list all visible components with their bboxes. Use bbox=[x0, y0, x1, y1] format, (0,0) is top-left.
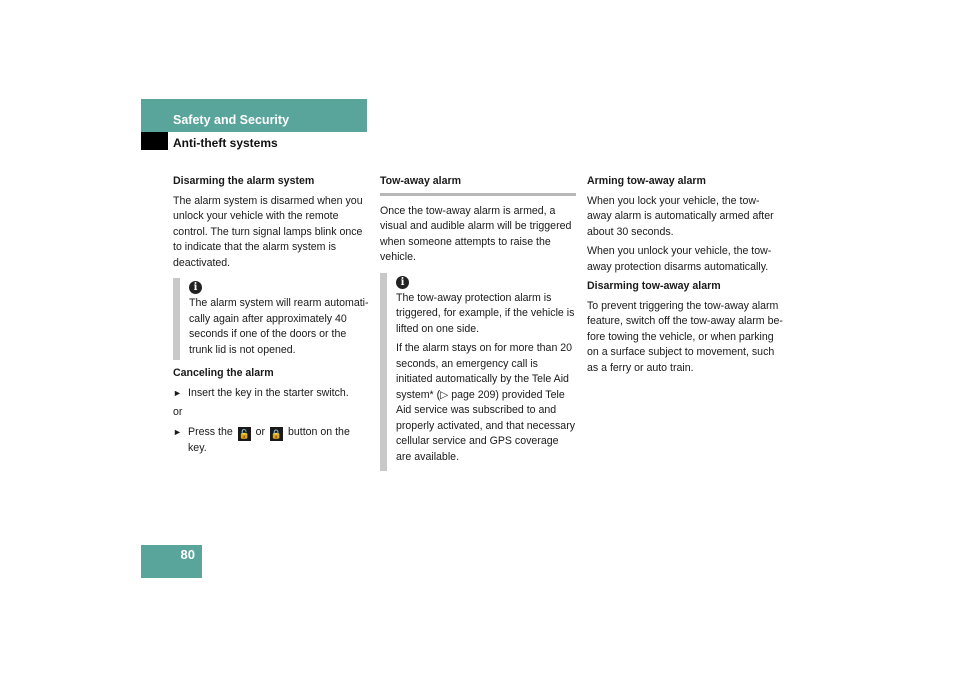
bullet-arrow-icon: ► bbox=[173, 426, 182, 437]
page-number: 80 bbox=[180, 547, 195, 562]
bullet-item bbox=[173, 425, 369, 457]
cancel-heading: Canceling the alarm bbox=[173, 367, 274, 379]
section-tab-marker bbox=[141, 132, 168, 150]
bullet-arrow-icon: ► bbox=[173, 387, 182, 398]
info-icon: i bbox=[189, 281, 202, 294]
bullet-item bbox=[173, 386, 369, 402]
disarm-tow-heading: Disarming tow-away alarm bbox=[587, 280, 721, 292]
note-text: The alarm system will rearm automati-cally again after approximately 40 seconds if one of the doors or the trunk lid is not opened. bbox=[189, 297, 369, 356]
disarm-heading: Disarming the alarm system bbox=[173, 175, 315, 187]
tow-away-heading: Tow-away alarm bbox=[380, 175, 462, 187]
bullet-text-part: button on the key. bbox=[188, 425, 350, 454]
heading-rule bbox=[380, 193, 576, 196]
disarm-intro: The alarm system is disarmed when you unlock your vehicle with the remote control. The turn signal lamps blink once to indicate that the alarm system is deactivated. bbox=[173, 194, 363, 269]
disarm-tow-text: To prevent triggering the tow-away alarm feature, switch off the tow-away alarm be-fore towing the vehicle, or when parking on a surface subject to movement, such as a ferry or auto train. bbox=[587, 299, 783, 374]
info-note bbox=[380, 273, 576, 472]
lock-icon: 🔒 bbox=[270, 428, 283, 439]
note-text: If the alarm stays on for more than 20 seconds, an emergency call is initiated automatically by the Tele Aid system* (▷ page 209) provided Tele Aid service was subscribed to and properly activated, and that necessary cellular service and GPS coverage are available. bbox=[396, 342, 576, 463]
info-icon: i bbox=[396, 276, 409, 289]
section-title: Safety and Security bbox=[173, 113, 290, 127]
arm-text: When you unlock your vehicle, the tow-away protection disarms automatically. bbox=[587, 245, 772, 273]
column-2 bbox=[380, 174, 576, 477]
note-bar bbox=[380, 273, 387, 472]
arm-text: When you lock your vehicle, the tow-away alarm is automatically armed after about 30 seconds. bbox=[587, 194, 774, 238]
bullet-text-part: Press the bbox=[188, 425, 233, 438]
unlock-icon: 🔓 bbox=[238, 428, 250, 439]
note-text: The tow-away protection alarm is triggered, for example, if the vehicle is lifted on one side. bbox=[396, 291, 575, 335]
note-bar bbox=[173, 278, 180, 360]
bullet-text-part: or bbox=[255, 425, 266, 438]
info-note bbox=[173, 278, 369, 360]
or-text: or bbox=[173, 406, 183, 418]
column-3 bbox=[587, 174, 783, 380]
page-subtitle: Anti-theft systems bbox=[173, 136, 278, 150]
bullet-text: Insert the key in the starter switch. bbox=[188, 386, 349, 399]
arm-heading: Arming tow-away alarm bbox=[587, 175, 706, 187]
column-1 bbox=[173, 174, 369, 460]
tow-away-intro: Once the tow-away alarm is armed, a visual and audible alarm will be triggered when someone attempts to raise the vehicle. bbox=[380, 204, 572, 263]
